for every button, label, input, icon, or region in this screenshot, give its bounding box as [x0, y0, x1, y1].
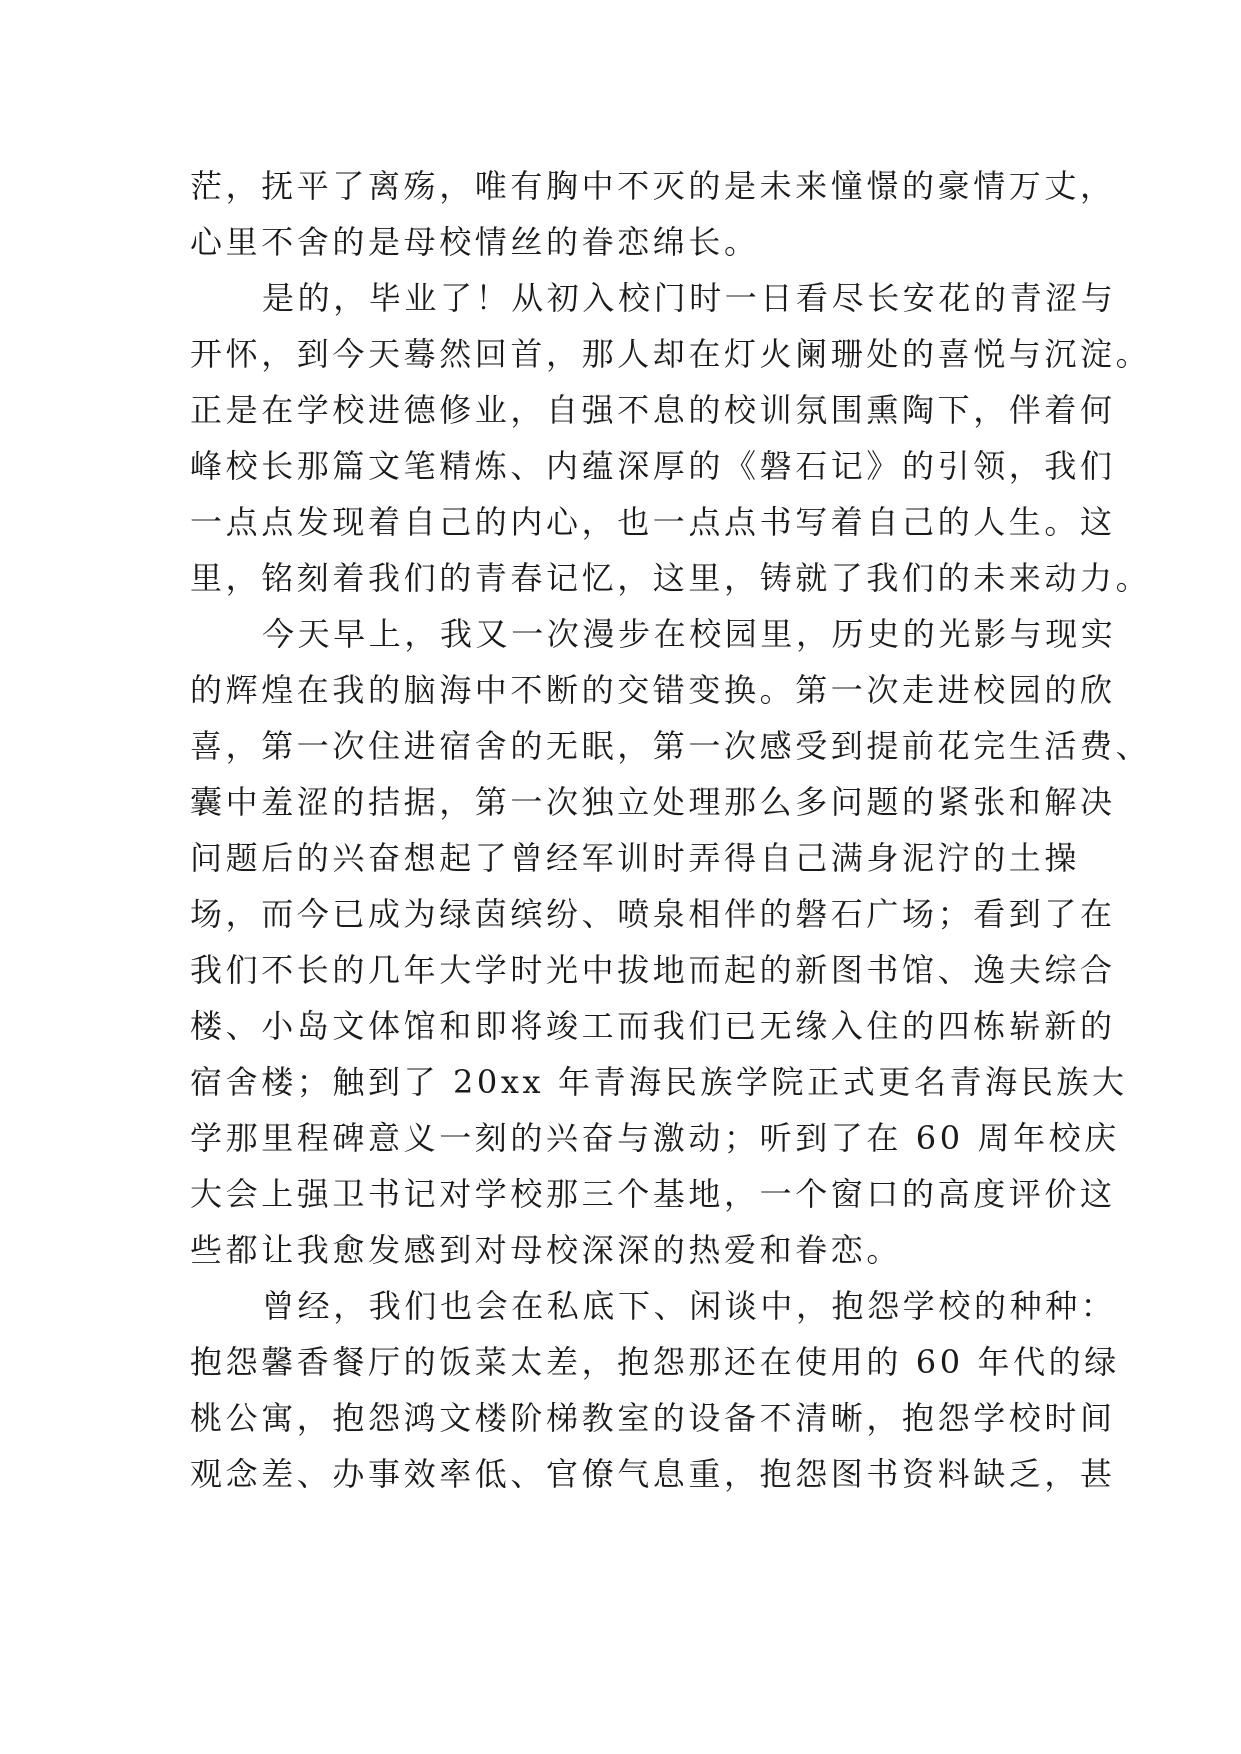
text-line: 些都让我愈发感到对母校深深的热爱和眷恋。	[190, 1231, 903, 1269]
text-line: 正是在学校进德修业，自强不息的校训氛围熏陶下，伴着何	[190, 391, 1116, 429]
paragraph-start-line: 是的，毕业了！从初入校门时一日看尽长安花的青涩与	[262, 279, 1117, 317]
text-line: 宿舍楼；触到了 20xx 年青海民族学院正式更名青海民族大	[190, 1063, 1128, 1101]
text-line: 大会上强卫书记对学校那三个基地，一个窗口的高度评价这	[190, 1175, 1116, 1213]
text-line: 开怀，到今天蓦然回首，那人却在灯火阑珊处的喜悦与沉淀。	[190, 335, 1152, 373]
body-text	[190, 158, 1152, 1502]
text-line: 场，而今已成为绿茵缤纷、喷泉相伴的磐石广场；看到了在	[190, 895, 1116, 933]
text-line: 心里不舍的是母校情丝的眷恋绵长。	[190, 223, 760, 261]
text-line: 喜，第一次住进宿舍的无眠，第一次感受到提前花完生活费、	[190, 727, 1152, 765]
paragraph-start-line: 今天早上，我又一次漫步在校园里，历史的光影与现实	[262, 615, 1117, 653]
text-line: 学那里程碑意义一刻的兴奋与激动；听到了在 60 周年校庆	[190, 1119, 1120, 1157]
text-line: 抱怨馨香餐厅的饭菜太差，抱怨那还在使用的 60 年代的绿	[190, 1343, 1120, 1381]
text-line: 楼、小岛文体馆和即将竣工而我们已无缘入住的四栋崭新的	[190, 1007, 1116, 1045]
paragraph-start-line: 曾经，我们也会在私底下、闲谈中，抱怨学校的种种：	[262, 1287, 1117, 1325]
text-line: 囊中羞涩的拮据，第一次独立处理那么多问题的紧张和解决	[190, 783, 1116, 821]
text-line: 观念差、办事效率低、官僚气息重，抱怨图书资料缺乏，甚	[190, 1455, 1116, 1493]
text-line: 桃公寓，抱怨鸿文楼阶梯教室的设备不清晰，抱怨学校时间	[190, 1399, 1116, 1437]
text-line: 一点点发现着自己的内心，也一点点书写着自己的人生。这	[190, 503, 1116, 541]
text-line: 茫，抚平了离殇，唯有胸中不灭的是未来憧憬的豪情万丈，	[190, 167, 1116, 205]
text-line: 里，铭刻着我们的青春记忆，这里，铸就了我们的未来动力。	[190, 559, 1152, 597]
text-line: 的辉煌在我的脑海中不断的交错变换。第一次走进校园的欣	[190, 671, 1116, 709]
text-line: 我们不长的几年大学时光中拔地而起的新图书馆、逸夫综合	[190, 951, 1116, 989]
text-line: 问题后的兴奋想起了曾经军训时弄得自己满身泥泞的土操	[190, 839, 1081, 877]
text-line: 峰校长那篇文笔精炼、内蕴深厚的《磐石记》的引领，我们	[190, 447, 1116, 485]
